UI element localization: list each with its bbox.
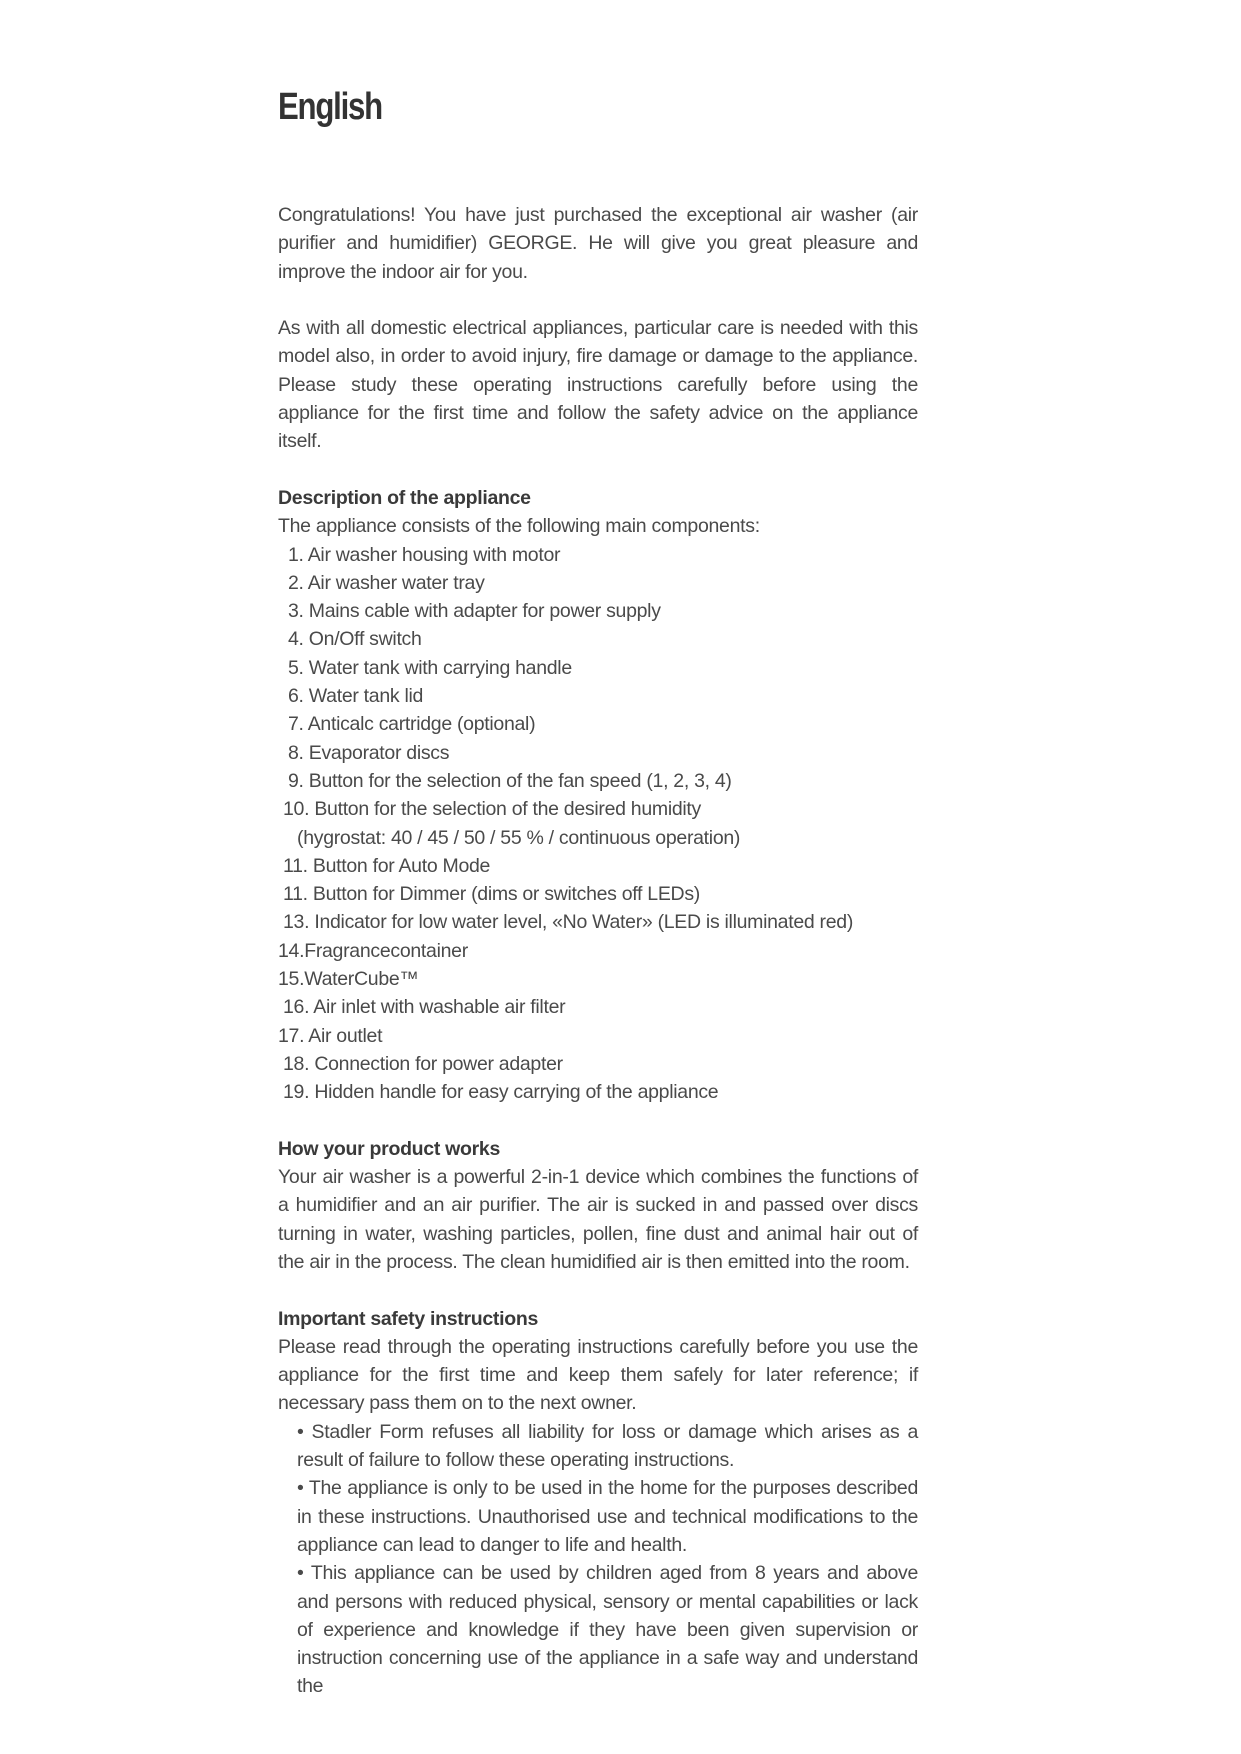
- paragraph-gap: [278, 286, 918, 314]
- list-item: 2. Air washer water tray: [288, 571, 485, 594]
- bullet-item: • This appliance can be used by children aged from 8 years and above and persons with reduced physical, sensory or mental capabilities or lack of experience and knowledge if they have been given supervision or instruction concerning use of the appliance in a safe way and understand the: [297, 1562, 918, 1698]
- list-item: 10. Button for the selection of the desired humidity: [283, 798, 701, 821]
- intro-paragraph-1: Congratulations! You have just purchased the exceptional air washer (air purifier and humidifier) GEORGE. He will give you great pleasure and improve the indoor air for you.: [278, 204, 918, 283]
- list-item: 17. Air outlet: [278, 1024, 383, 1047]
- list-item-continuation: (hygrostat: 40 / 45 / 50 / 55 % / continuous operation): [297, 826, 741, 849]
- list-item: 18. Connection for power adapter: [283, 1052, 563, 1075]
- list-item: 1. Air washer housing with motor: [288, 543, 561, 566]
- section-title-how-it-works: How your product works: [278, 1137, 501, 1160]
- list-item: 19. Hidden handle for easy carrying of the appliance: [283, 1081, 719, 1104]
- how-it-works-paragraph: Your air washer is a powerful 2-in-1 device which combines the functions of a humidifier and an air purifier. The air is sucked in and passed over discs turning in water, washing particles, pollen, fine dust and animal hair out of the air in the process. The clean humidified air is then emitted into the room.: [278, 1166, 918, 1273]
- section-title-description: Description of the appliance: [278, 486, 531, 509]
- list-item: 16. Air inlet with washable air filter: [283, 996, 566, 1019]
- document-body: [278, 201, 918, 1701]
- list-item: 3. Mains cable with adapter for power supply: [288, 600, 661, 623]
- list-item: 7. Anticalc cartridge (optional): [288, 713, 536, 736]
- list-item: 9. Button for the selection of the fan speed (1, 2, 3, 4): [288, 769, 732, 792]
- safety-bullet-list: [278, 1418, 918, 1701]
- list-item: 13. Indicator for low water level, «No Water» (LED is illuminated red): [283, 911, 854, 934]
- list-item: 11. Button for Auto Mode: [283, 854, 491, 877]
- intro-paragraph-2: As with all domestic electrical appliances, particular care is needed with this model also, in order to avoid injury, fire damage or damage to the appliance. Please study these operating instructions carefully before using the appliance for the first time and follow the safety advice on the appliance itself.: [278, 317, 918, 453]
- list-item: 15.WaterCube™: [278, 968, 419, 991]
- bullet-item: • Stadler Form refuses all liability for loss or damage which arises as a result of failure to follow these operating instructions.: [297, 1420, 918, 1472]
- list-item: 8. Evaporator discs: [288, 741, 450, 764]
- paragraph-gap: [278, 1276, 918, 1304]
- list-item: 4. On/Off switch: [288, 628, 422, 651]
- list-item: 11. Button for Dimmer (dims or switches off LEDs): [283, 883, 700, 906]
- bullet-item: • The appliance is only to be used in the home for the purposes described in these instructions. Unauthorised use and technical modifications to the appliance can lead to danger to life and health.: [297, 1477, 918, 1556]
- paragraph-gap: [278, 1107, 918, 1135]
- safety-lead: Please read through the operating instructions carefully before you use the appliance for the first time and keep them safely for later reference; if necessary pass them on to the next owner.: [278, 1335, 918, 1415]
- list-item: 6. Water tank lid: [288, 685, 424, 708]
- component-list: [278, 541, 918, 1107]
- description-lead: The appliance consists of the following main components:: [278, 515, 760, 538]
- list-item: 5. Water tank with carrying handle: [288, 656, 572, 679]
- list-item: 14.Fragrancecontainer: [278, 939, 468, 962]
- page-title: English: [278, 86, 382, 128]
- section-title-safety: Important safety instructions: [278, 1307, 539, 1330]
- paragraph-gap: [278, 456, 918, 484]
